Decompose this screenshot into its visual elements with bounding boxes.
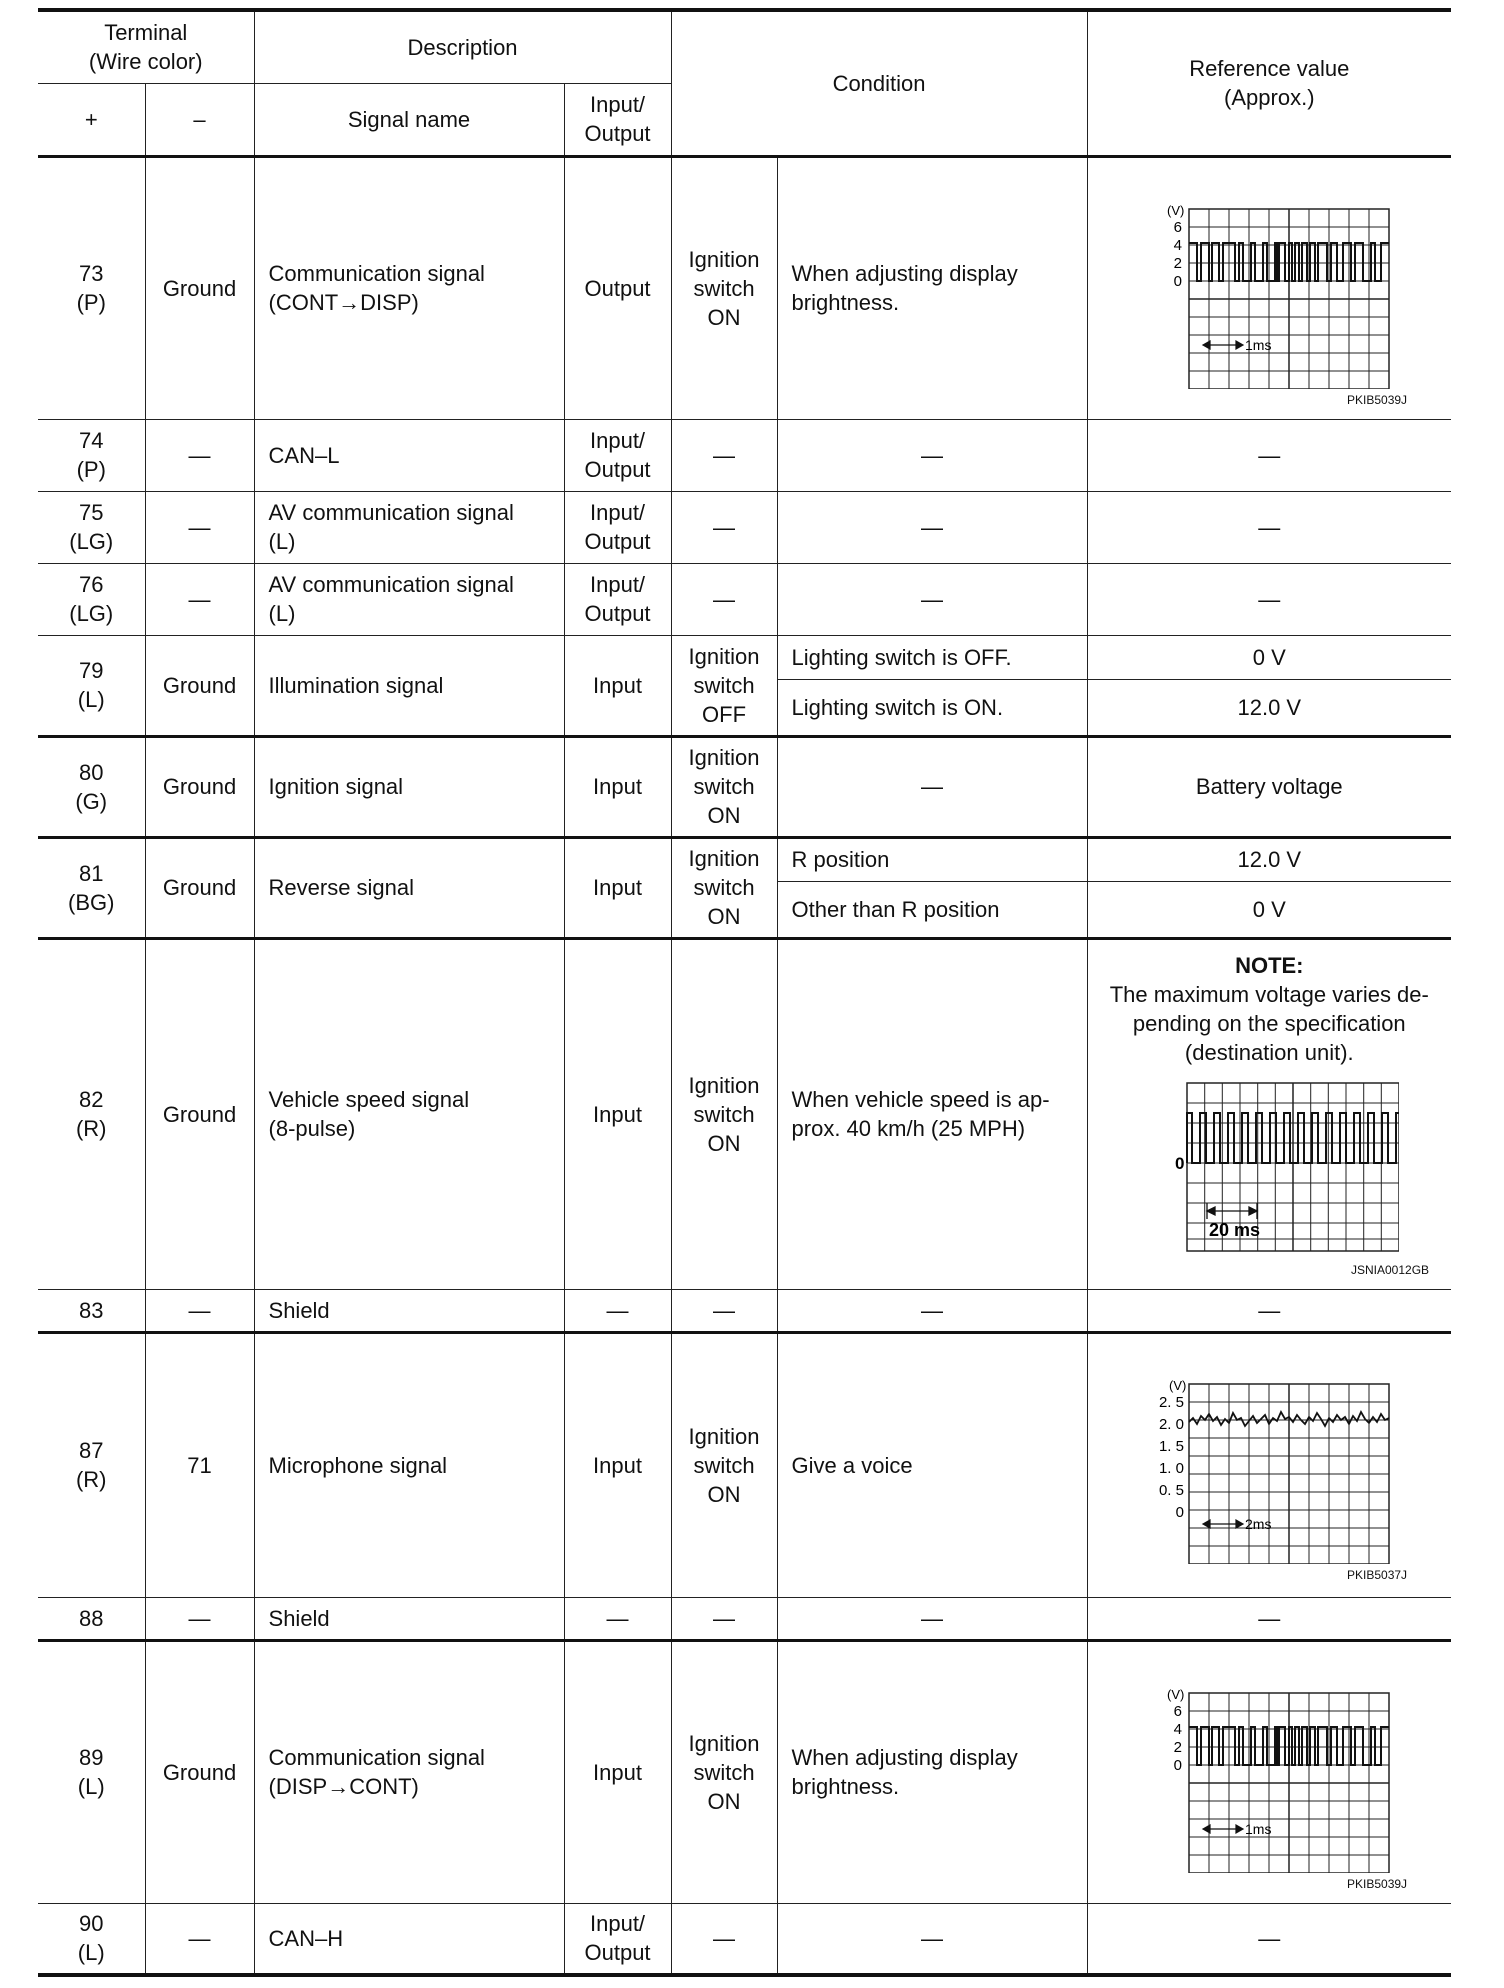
comm-tick-label: 6 <box>1173 219 1183 236</box>
reference-value: 12.0 V <box>1087 679 1451 736</box>
note-text: The maximum voltage varies de- <box>1109 982 1429 1007</box>
input-output: Input/ Output <box>564 419 671 491</box>
condition: R position <box>777 837 1087 881</box>
ignition-state: — <box>671 491 777 563</box>
mic-unit-label: (V) <box>1169 1378 1187 1393</box>
reference-value: — <box>1087 419 1451 491</box>
condition: — <box>777 419 1087 491</box>
terminal-minus: — <box>145 1597 254 1640</box>
input-output: Input/ Output <box>564 491 671 563</box>
input-output: Input <box>564 736 671 837</box>
header-description: Description <box>254 10 671 83</box>
comm-grid <box>1189 1693 1389 1873</box>
mic-tick-label: 2. 5 <box>1159 1394 1185 1411</box>
condition: — <box>777 491 1087 563</box>
header-terminal: Terminal (Wire color) <box>38 10 254 83</box>
mic-tick-label: 0. 5 <box>1159 1482 1185 1499</box>
comm-scale-arrow <box>1203 341 1243 349</box>
mic-tick-label: 1. 5 <box>1159 1438 1185 1455</box>
table-row <box>38 491 1451 563</box>
reference-value: 0 V <box>1087 635 1451 679</box>
ignition-state: Ignition switch ON <box>671 1640 777 1903</box>
speed-waveform-figure <box>1139 1079 1399 1259</box>
figure-code: PKIB5039J <box>1347 1877 1408 1891</box>
terminal-minus: Ground <box>145 736 254 837</box>
reference-waveform <box>1087 1332 1451 1597</box>
table-row <box>38 563 1451 635</box>
terminal-minus: Ground <box>145 635 254 736</box>
input-output: — <box>564 1597 671 1640</box>
terminal-plus: 82 (R) <box>38 938 145 1289</box>
reference-value: — <box>1087 491 1451 563</box>
note-text: pending on the specification <box>1132 1011 1406 1036</box>
header-plus: + <box>38 83 145 156</box>
comm-tick-label: 2 <box>1173 1739 1183 1756</box>
header-input-output: Input/ Output <box>564 83 671 156</box>
mic-tick-label: 0 <box>1175 1504 1185 1521</box>
condition: When vehicle speed is ap- prox. 40 km/h (25 MPH) <box>777 938 1087 1289</box>
header-signal-name: Signal name <box>254 83 564 156</box>
table-row <box>38 156 1451 419</box>
input-output: Input <box>564 1640 671 1903</box>
condition: — <box>777 1289 1087 1332</box>
table-row <box>38 938 1451 1289</box>
signal-name: Shield <box>254 1597 564 1640</box>
terminal-plus: 79 (L) <box>38 635 145 736</box>
terminal-plus: 80 (G) <box>38 736 145 837</box>
ignition-state: — <box>671 1289 777 1332</box>
signal-name: Communication signal (CONT→DISP) <box>254 156 564 419</box>
figure-code: PKIB5037J <box>1347 1568 1408 1582</box>
figure-code: JSNIA0012GB <box>1351 1263 1430 1277</box>
ignition-state: — <box>671 563 777 635</box>
header-condition: Condition <box>671 10 1087 156</box>
comm-unit-label: (V) <box>1167 203 1185 218</box>
speed-scale-arrow <box>1207 1203 1257 1219</box>
signal-name: Communication signal (DISP→CONT) <box>254 1640 564 1903</box>
terminal-minus: — <box>145 1289 254 1332</box>
mic-scale-arrow <box>1203 1520 1243 1528</box>
terminal-plus: 90 (L) <box>38 1903 145 1975</box>
table-row <box>38 1289 1451 1332</box>
figure-code: PKIB5039J <box>1347 393 1408 407</box>
input-output: Output <box>564 156 671 419</box>
mic-tick-label: 2. 0 <box>1159 1416 1185 1433</box>
terminal-minus: Ground <box>145 938 254 1289</box>
signal-name: Illumination signal <box>254 635 564 736</box>
input-output: Input <box>564 635 671 736</box>
mic-tick-label: 1. 0 <box>1159 1460 1185 1477</box>
comm-tick-label: 2 <box>1173 255 1183 272</box>
ignition-state: Ignition switch ON <box>671 837 777 938</box>
terminal-plus: 83 <box>38 1289 145 1332</box>
signal-name: Ignition signal <box>254 736 564 837</box>
input-output: Input/ Output <box>564 563 671 635</box>
table-row <box>38 419 1451 491</box>
reference-value: 0 V <box>1087 881 1451 938</box>
header-reference-value: Reference value (Approx.) <box>1087 10 1451 156</box>
comm-tick-label: 0 <box>1173 273 1183 290</box>
ignition-state: — <box>671 419 777 491</box>
table-row <box>38 1332 1451 1597</box>
input-output: Input <box>564 938 671 1289</box>
condition: — <box>777 1903 1087 1975</box>
terminal-plus: 73 (P) <box>38 156 145 419</box>
table-row <box>38 837 1451 881</box>
table-row <box>38 1640 1451 1903</box>
mic-scale-label: 2ms <box>1245 1516 1272 1532</box>
comm-grid <box>1189 209 1389 389</box>
comm-scale-arrow <box>1203 1825 1243 1833</box>
reference-value: 12.0 V <box>1087 837 1451 881</box>
terminal-minus: Ground <box>145 156 254 419</box>
note-title: NOTE: <box>1235 953 1304 978</box>
condition: Other than R position <box>777 881 1087 938</box>
ignition-state: Ignition switch ON <box>671 736 777 837</box>
terminal-minus: — <box>145 1903 254 1975</box>
input-output: Input <box>564 1332 671 1597</box>
table-row <box>38 635 1451 679</box>
signal-name: CAN–H <box>254 1903 564 1975</box>
condition: Lighting switch is OFF. <box>777 635 1087 679</box>
reference-value: — <box>1087 563 1451 635</box>
signal-name: Microphone signal <box>254 1332 564 1597</box>
condition: When adjusting display brightness. <box>777 1640 1087 1903</box>
condition: — <box>777 1597 1087 1640</box>
comm-waveform-figure <box>1139 199 1399 389</box>
input-output: Input/ Output <box>564 1903 671 1975</box>
mic-waveform-figure <box>1139 1374 1399 1564</box>
signal-name: Vehicle speed signal (8-pulse) <box>254 938 564 1289</box>
ignition-state: Ignition switch OFF <box>671 635 777 736</box>
comm-signal-trace <box>1189 243 1389 281</box>
condition: When adjusting display brightness. <box>777 156 1087 419</box>
condition: Lighting switch is ON. <box>777 679 1087 736</box>
terminal-minus: Ground <box>145 837 254 938</box>
terminal-spec-table <box>38 8 1451 1977</box>
speed-zero-label: 0 <box>1175 1154 1185 1173</box>
comm-waveform-figure <box>1139 1683 1399 1873</box>
comm-scale-label: 1ms <box>1245 1821 1272 1837</box>
comm-tick-label: 4 <box>1173 1721 1183 1738</box>
signal-name: CAN–L <box>254 419 564 491</box>
terminal-minus: — <box>145 491 254 563</box>
table-row <box>38 736 1451 837</box>
reference-value: — <box>1087 1903 1451 1975</box>
comm-scale-label: 1ms <box>1245 337 1272 353</box>
comm-signal-trace <box>1189 1727 1389 1765</box>
signal-name: Reverse signal <box>254 837 564 938</box>
reference-value: Battery voltage <box>1087 736 1451 837</box>
terminal-plus: 75 (LG) <box>38 491 145 563</box>
ignition-state: Ignition switch ON <box>671 938 777 1289</box>
table-row <box>38 1597 1451 1640</box>
signal-name: Shield <box>254 1289 564 1332</box>
comm-tick-label: 6 <box>1173 1703 1183 1720</box>
terminal-minus: — <box>145 563 254 635</box>
reference-note <box>1087 938 1451 1289</box>
reference-waveform <box>1087 156 1451 419</box>
comm-tick-label: 4 <box>1173 237 1183 254</box>
input-output: — <box>564 1289 671 1332</box>
reference-waveform <box>1087 1640 1451 1903</box>
header-minus: – <box>145 83 254 156</box>
terminal-minus: 71 <box>145 1332 254 1597</box>
signal-name: AV communication signal (L) <box>254 563 564 635</box>
condition: Give a voice <box>777 1332 1087 1597</box>
terminal-minus: Ground <box>145 1640 254 1903</box>
comm-unit-label: (V) <box>1167 1687 1185 1702</box>
ignition-state: — <box>671 1597 777 1640</box>
condition: — <box>777 563 1087 635</box>
terminal-plus: 74 (P) <box>38 419 145 491</box>
note-text: (destination unit). <box>1184 1040 1354 1065</box>
ignition-state: — <box>671 1903 777 1975</box>
speed-scale-label: 20 ms <box>1209 1220 1261 1240</box>
terminal-plus: 76 (LG) <box>38 563 145 635</box>
header-row-1 <box>38 10 1451 83</box>
terminal-plus: 88 <box>38 1597 145 1640</box>
terminal-minus: — <box>145 419 254 491</box>
signal-name: AV communication signal (L) <box>254 491 564 563</box>
comm-tick-label: 0 <box>1173 1757 1183 1774</box>
terminal-plus: 81 (BG) <box>38 837 145 938</box>
terminal-plus: 87 (R) <box>38 1332 145 1597</box>
input-output: Input <box>564 837 671 938</box>
reference-value: — <box>1087 1289 1451 1332</box>
ignition-state: Ignition switch ON <box>671 1332 777 1597</box>
terminal-plus: 89 (L) <box>38 1640 145 1903</box>
mic-grid <box>1189 1384 1389 1564</box>
ignition-state: Ignition switch ON <box>671 156 777 419</box>
table-row <box>38 1903 1451 1975</box>
reference-value: — <box>1087 1597 1451 1640</box>
condition: — <box>777 736 1087 837</box>
